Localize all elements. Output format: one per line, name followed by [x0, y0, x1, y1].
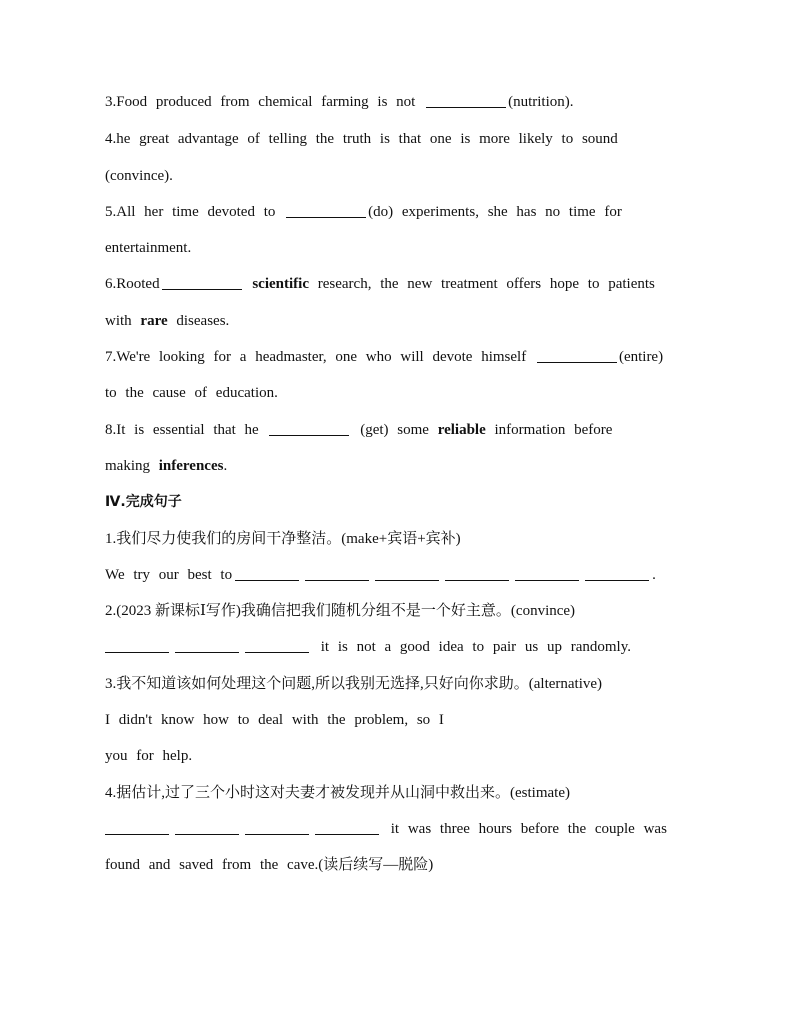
answer-blank[interactable]	[286, 203, 366, 218]
answer-blank[interactable]	[426, 93, 506, 108]
item-4-cont: (convince).	[105, 168, 173, 184]
answer-blank[interactable]	[585, 566, 649, 581]
item-5-cont: entertainment.	[105, 240, 192, 256]
answer-blank[interactable]	[375, 566, 439, 581]
item-7: 7.We're looking for a headmaster, one who will devote himself (entire)	[105, 349, 664, 365]
answer-blank[interactable]	[269, 421, 349, 436]
answer-blank[interactable]	[245, 820, 309, 835]
sentence-4-answer: it was three hours before the couple was	[105, 819, 705, 839]
item-8-cont: making inferences.	[105, 458, 228, 474]
answer-blank[interactable]	[537, 348, 617, 363]
section-title: Ⅳ.完成句子	[105, 494, 182, 510]
item-3: 3.Food produced from chemical farming is not (nutrition).	[105, 94, 574, 110]
item-6: 6.Rooted scientific research, the new treatment offers hope to patients	[105, 276, 655, 292]
item-4: 4.he great advantage of telling the truth is that one is more likely to sound	[105, 131, 618, 147]
sentence-1-prompt: 1.我们尽力使我们的房间干净整洁。(make+宾语+宾补)	[105, 531, 461, 547]
answer-blank[interactable]	[235, 566, 299, 581]
answer-blank[interactable]	[445, 566, 509, 581]
sentence-4-answer-cont: found and saved from the cave.(读后续写—脱险)	[105, 857, 434, 873]
sentence-2-answer: it is not a good idea to pair us up randomly.	[105, 637, 705, 657]
answer-blank[interactable]	[105, 820, 169, 835]
sentence-1-answer: We try our best to .	[105, 567, 656, 583]
answer-blank[interactable]	[305, 566, 369, 581]
answer-blank[interactable]	[175, 638, 239, 653]
sentence-3-prompt: 3.我不知道该如何处理这个问题,所以我别无选择,只好向你求助。(alternative)	[105, 676, 603, 692]
sentence-2-prompt: 2.(2023 新课标Ⅰ写作)我确信把我们随机分组不是一个好主意。(convince)	[105, 603, 576, 619]
item-8: 8.It is essential that he (get) some reliable information before	[105, 422, 613, 438]
answer-blank[interactable]	[515, 566, 579, 581]
answer-blank[interactable]	[175, 820, 239, 835]
answer-blank[interactable]	[162, 275, 242, 290]
answer-blank[interactable]	[245, 638, 309, 653]
answer-blank[interactable]	[315, 820, 379, 835]
sentence-3-answer-cont: you for help.	[105, 748, 193, 764]
answer-blank[interactable]	[105, 638, 169, 653]
sentence-4-prompt: 4.据估计,过了三个小时这对夫妻才被发现并从山洞中救出来。(estimate)	[105, 785, 570, 801]
sentence-3-answer: I didn't know how to deal with the problem, so I	[105, 712, 444, 728]
item-5: 5.All her time devoted to (do) experiments, she has no time for	[105, 204, 622, 220]
item-6-cont: with rare diseases.	[105, 313, 230, 329]
item-7-cont: to the cause of education.	[105, 385, 278, 401]
